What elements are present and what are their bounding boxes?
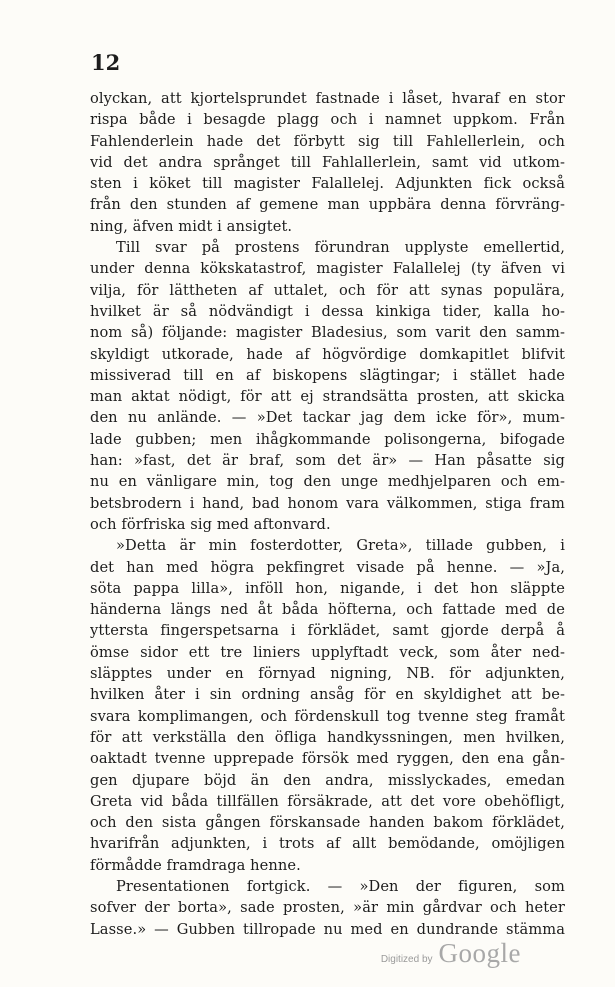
body-text bbox=[90, 88, 565, 940]
text-line: den nu anlände. — »Det tackar jag dem icke för», mum- bbox=[90, 409, 565, 427]
text-line: nom så) följande: magister Bladesius, som varit den samm- bbox=[90, 324, 565, 342]
text-line: vid det andra språnget till Fahlallerlein, samt vid utkom- bbox=[90, 153, 565, 171]
watermark-caption: Digitized by bbox=[380, 954, 433, 965]
text-line: hvilken åter i sin ordning ansåg för en skyldighet att be- bbox=[90, 686, 565, 704]
text-line: Presentationen fortgick. — »Den der figuren, som bbox=[116, 877, 565, 895]
text-line: söta pappa lilla», inföll hon, nigande, i det hon släppte bbox=[90, 579, 565, 597]
text-line: hvilket är så nödvändigt i dessa kinkiga tider, kalla ho- bbox=[90, 302, 565, 320]
text-line: olyckan, att kjortelsprundet fastnade i låset, hvaraf en stor bbox=[90, 90, 565, 107]
text-line: nu en vänligare min, tog den unge medhjelparen och em- bbox=[90, 473, 565, 491]
text-line: han: »fast, det är braf, som det är» — Han påsatte sig bbox=[90, 452, 565, 470]
google-logo: Google bbox=[438, 938, 521, 968]
text-line: missiverad till en af biskopens slägtingar; i stället hade bbox=[90, 366, 565, 384]
page-number: 12 bbox=[91, 50, 121, 75]
text-line: betsbrodern i hand, bad honom vara välkommen, stiga fram bbox=[90, 494, 565, 512]
text-line: Greta vid båda tillfällen försäkrade, att det vore obehöfligt, bbox=[90, 792, 565, 810]
text-line: Lasse.» — Gubben tillropade nu med en dundrande stämma bbox=[90, 920, 565, 938]
text-line: Fahlenderlein hade det förbytt sig till Fahlellerlein, och bbox=[90, 132, 565, 150]
text-line: sofver der borta», sade prosten, »är min gårdvar och heter bbox=[90, 899, 565, 917]
text-line: händerna längs ned åt båda höfterna, och fattade med de bbox=[90, 601, 565, 619]
text-line: yttersta fingerspetsarna i förklädet, samt gjorde derpå å bbox=[90, 622, 565, 640]
text-line: »Detta är min fosterdotter, Greta», tillade gubben, i bbox=[116, 537, 565, 555]
text-line: ning, äfven midt i ansigtet. bbox=[90, 217, 293, 235]
text-line: lade gubben; men ihågkommande polisongerna, bifogade bbox=[90, 430, 565, 448]
text-line: rispa både i besagde plagg och i namnet uppkom. Från bbox=[90, 111, 565, 129]
text-line: vilja, för lättheten af uttalet, och för att synas populära, bbox=[90, 281, 565, 299]
text-line: och den sista gången förskansade handen bakom förklädet, bbox=[90, 814, 565, 832]
text-line: oaktadt tvenne upprepade försök med ryggen, den ena gån- bbox=[90, 750, 565, 768]
text-line: sten i köket till magister Falallelej. Adjunkten fick också bbox=[90, 175, 565, 193]
text-line: svara komplimangen, och fördenskull tog tvenne steg framåt bbox=[90, 707, 565, 725]
text-line: förmådde framdraga henne. bbox=[90, 856, 301, 874]
text-line: skyldigt utkorade, hade af högvördige domkapitlet blifvit bbox=[90, 345, 565, 363]
text-line: Till svar på prostens förundran upplyste emellertid, bbox=[116, 239, 565, 257]
text-line: och förfriska sig med aftonvard. bbox=[90, 515, 331, 533]
text-line: man aktat nödigt, för att ej strandsätta prosten, att skicka bbox=[90, 388, 565, 406]
text-line: hvarifrån adjunkten, i trots af allt bemödande, omöjligen bbox=[90, 835, 565, 853]
text-line: under denna kökskatastrof, magister Falallelej (ty äfven vi bbox=[90, 260, 565, 278]
text-line: för att verkställa den öfliga handkyssningen, men hvilken, bbox=[90, 728, 565, 746]
text-line: från den stunden af gemene man uppbära denna förvräng- bbox=[90, 196, 565, 214]
text-line: släpptes under en förnyad nigning, NB. för adjunkten, bbox=[90, 665, 565, 683]
digitization-watermark bbox=[381, 938, 521, 969]
text-line: det han med högra pekfingret visade på henne. — »Ja, bbox=[90, 558, 565, 576]
text-line: ömse sidor ett tre liniers upplyftadt veck, som åter ned- bbox=[90, 643, 565, 661]
text-line: gen djupare böjd än den andra, misslyckades, emedan bbox=[90, 771, 565, 789]
